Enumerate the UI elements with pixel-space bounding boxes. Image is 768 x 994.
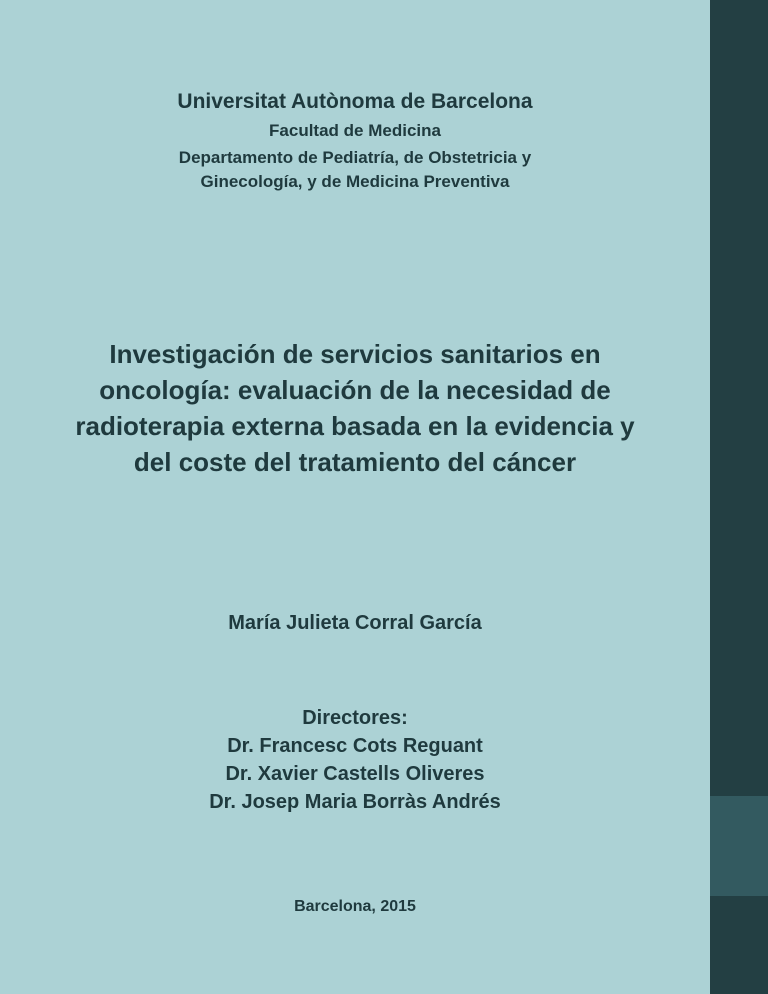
department-name: [0, 146, 710, 194]
title-line: oncología: evaluación de la necesidad de: [99, 375, 611, 405]
director-name: Dr. Xavier Castells Oliveres: [225, 763, 485, 785]
department-line: Ginecología, y de Medicina Preventiva: [200, 172, 510, 191]
directors-heading: Directores:: [302, 707, 408, 729]
directors-section: [0, 704, 710, 816]
faculty-name: Facultad de Medicina: [269, 121, 441, 140]
thesis-title: [0, 336, 710, 480]
university-name: Universitat Autònoma de Barcelona: [177, 90, 533, 113]
director-name: Dr. Francesc Cots Reguant: [227, 735, 483, 757]
director-name: Dr. Josep Maria Borràs Andrés: [209, 791, 501, 813]
sidebar-accent-block: [710, 796, 768, 896]
place-and-year: Barcelona, 2015: [294, 898, 416, 915]
department-line: Departamento de Pediatría, de Obstetricia y: [178, 148, 532, 167]
title-line: del coste del tratamiento del cáncer: [133, 447, 577, 477]
title-line: radioterapia externa basada en la evidencia y: [75, 411, 635, 441]
author-name: María Julieta Corral García: [228, 612, 482, 634]
title-line: Investigación de servicios sanitarios en: [109, 339, 601, 369]
